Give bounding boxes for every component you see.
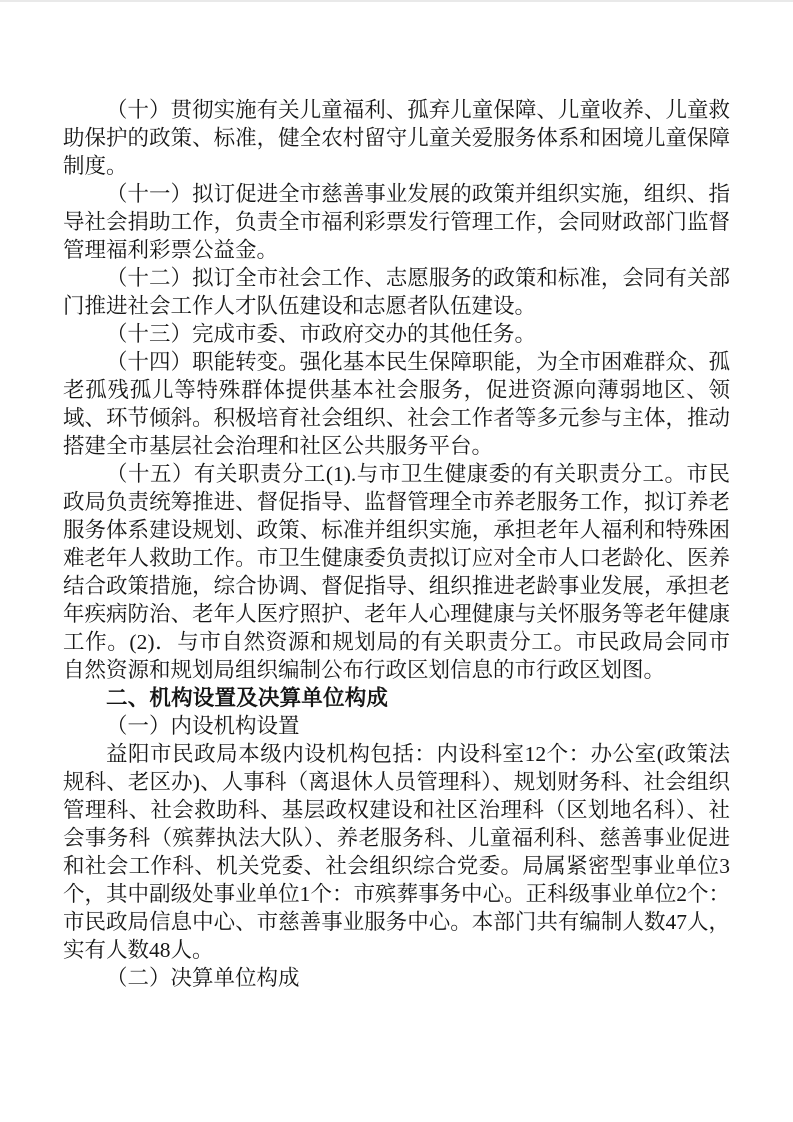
document-body — [63, 96, 730, 992]
paragraph-item-12-social-work: （十二）拟订全市社会工作、志愿服务的政策和标准，会同有关部门推进社会工作人才队伍建设和志愿者队伍建设。 — [63, 266, 730, 318]
paragraph-item-15-duty-division: （十五）有关职责分工(1).与市卫生健康委的有关职责分工。市民政局负责统筹推进、督促指导、监督管理全市养老服务工作，拟订养老服务体系建设规划、政策、标准并组织实施，承担老年人福利和特殊困难老年人救助工作。市卫生健康委负责拟订应对全市人口老龄化、医养结合政策措施，综合协调、督促指导、组织推进老龄事业发展，承担老年疾病防治、老年人医疗照护、老年人心理健康与关怀服务等老年健康工作。(2)．与市自然资源和规划局的有关职责分工。市民政局会同市自然资源和规划局组织编制公布行政区划信息的市行政区划图。 — [63, 462, 730, 682]
paragraph-internal-org-detail: 益阳市民政局本级内设机构包括：内设科室12个：办公室(政策法规科、老区办)、人事科（离退休人员管理科）、规划财务科、社会组织管理科、社会救助科、基层政权建设和社区治理科（区划地名科）、社会事务科（殡葬执法大队）、养老服务科、儿童福利科、慈善事业促进和社会工作科、机关党委、社会组织综合党委。局属紧密型事业单位3个，其中副级处事业单位1个：市殡葬事务中心。正科级事业单位2个：市民政局信息中心、市慈善事业服务中心。本部门共有编制人数47人，实有人数48人。 — [63, 742, 730, 962]
paragraph-item-14-function-change: （十四）职能转变。强化基本民生保障职能，为全市困难群众、孤老孤残孤儿等特殊群体提供基本社会服务，促进资源向薄弱地区、领域、环节倾斜。积极培育社会组织、社会工作者等多元参与主体，推动搭建全市基层社会治理和社区公共服务平台。 — [63, 350, 730, 458]
subsection-heading-unit-composition: （二）决算单位构成 — [106, 966, 300, 990]
paragraph-item-11-charity: （十一）拟订促进全市慈善事业发展的政策并组织实施，组织、指导社会捐助工作，负责全市福利彩票发行管理工作，会同财政部门监督管理福利彩票公益金。 — [63, 182, 730, 262]
paragraph-item-13-other-tasks: （十三）完成市委、市政府交办的其他任务。 — [106, 322, 537, 346]
section-heading-2-org-setup: 二、机构设置及决算单位构成 — [106, 686, 389, 710]
subsection-heading-internal-org: （一）内设机构设置 — [106, 714, 300, 738]
paragraph-item-10-children-welfare: （十）贯彻实施有关儿童福利、孤弃儿童保障、儿童收养、儿童救助保护的政策、标准，健全农村留守儿童关爱服务体系和困境儿童保障制度。 — [63, 98, 730, 178]
